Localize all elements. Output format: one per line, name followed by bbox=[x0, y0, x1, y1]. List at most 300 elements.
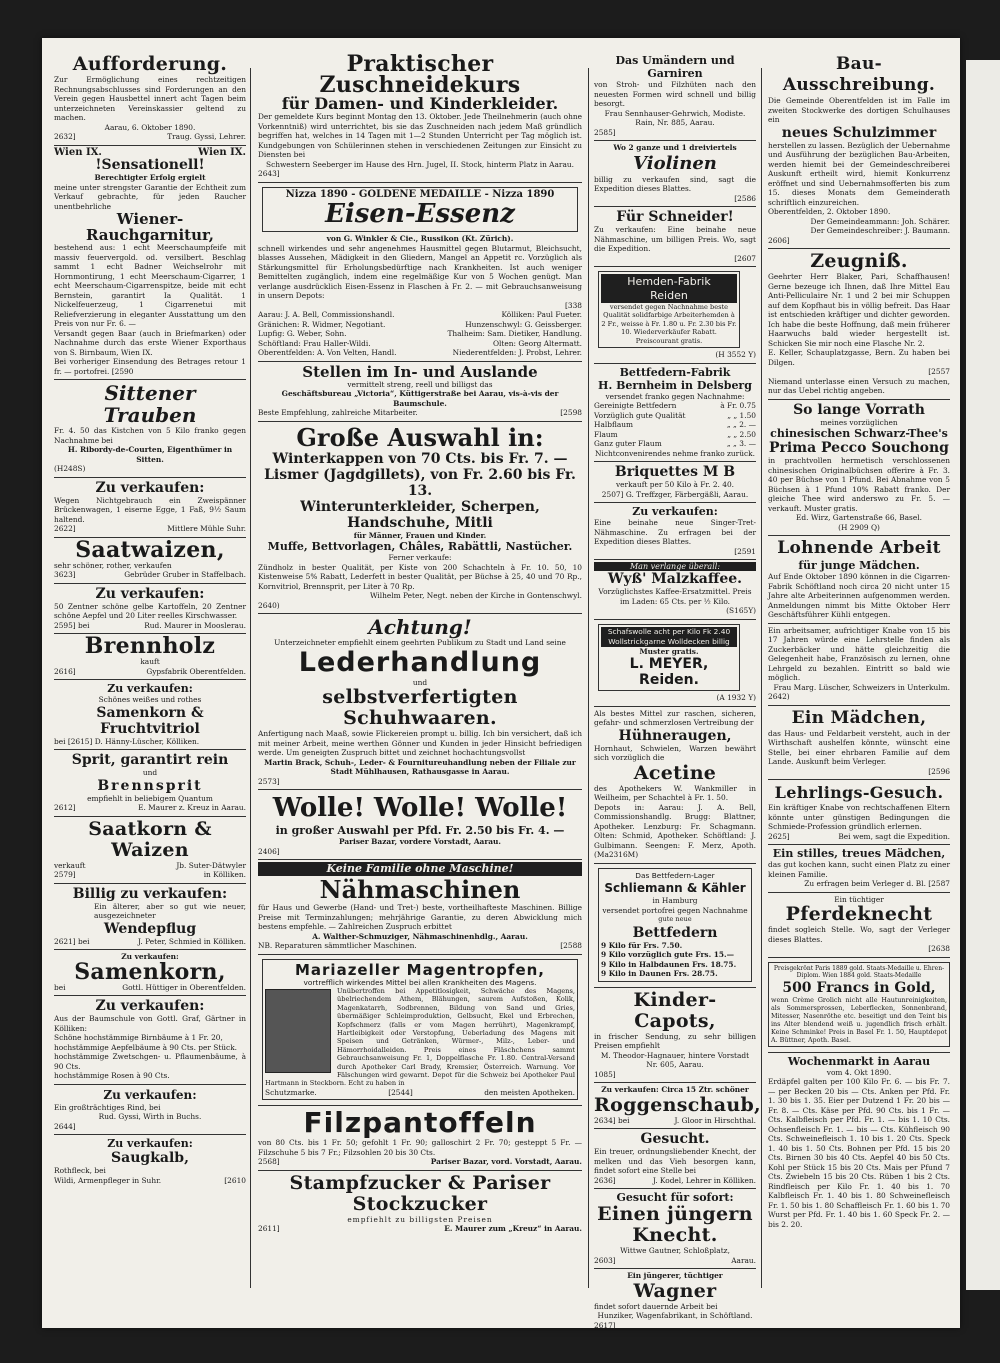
ad-seller: H. Bernheim in Delsberg bbox=[598, 378, 752, 392]
ad-title: Ein stilles, treues Mädchen, bbox=[772, 847, 946, 860]
ad-line: Wo 2 ganze und 1 dreiviertels bbox=[613, 143, 737, 152]
ad-body: in frischer Sendung, zu sehr billigen Preisen empfiehlt bbox=[594, 1031, 756, 1051]
ad-line: für Männer, Frauen und Kinder. bbox=[353, 530, 487, 540]
ad-footer: 2603] Aarau. bbox=[594, 1255, 756, 1265]
price-value: „ „ 2. — bbox=[726, 420, 756, 430]
ad-line: hochstämmige Zwetschgen- u. Pflaumenbäume, à 90 Cts. bbox=[54, 1052, 246, 1071]
ad-body: Ein kräftiger Knabe von rechtschaffenen Eltern könnte unter günstigen Bedingungen die Schmiede-Profession gründlich erlernen. bbox=[768, 803, 950, 831]
ad-ref: [338 bbox=[565, 300, 582, 310]
ad-singer bbox=[594, 503, 756, 560]
ad-sub: meines vorzüglichen bbox=[820, 417, 898, 427]
ad-title: Zu verkaufen: bbox=[107, 682, 193, 695]
ad-side-ref: (H 3552 Y) bbox=[715, 350, 756, 360]
ad-title: 500 Francs in Gold, bbox=[782, 979, 936, 996]
ad-seller: 2507] G. Treffzger, Färbergäßli, Aarau. bbox=[601, 489, 749, 499]
ad-gesucht-knecht bbox=[594, 1129, 756, 1189]
ad-muster: Muster gratis. bbox=[639, 646, 699, 656]
ad-date: Oberentfelden, 2. Oktober 1890. bbox=[768, 207, 891, 216]
ad-footer: 2636] J. Kodel, Lehrer in Kölliken. bbox=[594, 1175, 756, 1185]
ad-title: Saatkorn & Waizen bbox=[88, 817, 212, 861]
ad-samenkorn-vitriol bbox=[54, 680, 246, 750]
ad-body: Zu verkaufen: Eine beinahe neue Nähmaschine, um billigen Preis. Wo, sagt die Expedition. bbox=[594, 225, 756, 253]
price-row: 9 Kilo in Daunen Frs. 28.75. bbox=[601, 969, 718, 979]
ad-product: Acetine bbox=[633, 761, 717, 784]
depot-right: Hunzenschwyl: G. Geissberger. bbox=[465, 319, 582, 329]
ad-ref: [2557 bbox=[928, 367, 950, 376]
ad-product: neues Schulzimmer bbox=[781, 124, 937, 141]
ad-footer: 2612] E. Maurer z. Kreuz in Aarau. bbox=[54, 803, 246, 812]
ad-title: Pferdeknecht bbox=[785, 903, 933, 925]
ad-banner: Gesucht für sofort: bbox=[616, 1191, 734, 1205]
ad-ref: 2617] bbox=[594, 1320, 616, 1330]
ad-footer: bei Gottl. Hüttiger in Oberentfelden. bbox=[54, 982, 246, 992]
ad-roggenschaub bbox=[594, 1083, 761, 1129]
ad-body: Zur Ermöglichung eines rechtzeitigen Rechnungsabschlusses sind Forderungen an den Verein gegen Hausbettel innert acht Tagen beim unterzeichneten Vereinskassier geltend zu machen. bbox=[54, 75, 246, 122]
depot-row bbox=[258, 329, 582, 339]
ad-maker: des Apothekers W. Wankmiller in Weilheim, per Schachtel à Fr. 1. 50. bbox=[594, 783, 756, 803]
ad-body: Vorzüglichstes Kaffee-Ersatzmittel. Preis im Laden: 65 Cts. per ½ Kilo. bbox=[598, 587, 752, 606]
depot-left: Gränichen: R. Widmer, Negotiant. bbox=[258, 319, 386, 329]
ad-title: Zu verkaufen: bbox=[121, 952, 179, 961]
ad-note: Nichtconvenirendes nehme franko zurück. bbox=[595, 448, 755, 458]
ad-footer: 2632] Traug. Gyssi, Lehrer. bbox=[54, 132, 246, 141]
ad-sub: versendet portofrei gegen Nachnahme bbox=[602, 905, 748, 915]
ad-zeugnis bbox=[768, 249, 950, 400]
ad-acetine bbox=[594, 707, 756, 864]
ad-line: Winterunterkleider, Scherpen, Handschuhe, Mitli bbox=[300, 498, 540, 531]
depot-right: Kölliken: Paul Fueter. bbox=[501, 310, 582, 319]
ad-umaendern bbox=[594, 52, 756, 141]
ad-ref: Bei vorheriger Einsendung des Betrages retour 1 fr. — portofrei. [2590 bbox=[54, 357, 246, 376]
ad-product: Lederhandlung bbox=[298, 646, 542, 678]
ad-product: Brennsprit bbox=[97, 777, 203, 794]
ad-ref: 2640) bbox=[258, 600, 280, 610]
ad-body: das Haus- und Feldarbeit versteht, auch in der Wirthschaft aushelfen könnte, wünscht eine Stelle, bei einer ehrbaren Familie auf dem Lande. Auskunft beim Verleger. bbox=[768, 728, 950, 766]
ad-product: Wendepflug bbox=[103, 920, 197, 937]
ad-footer: 2621] bei J. Peter, Schmied in Kölliken. bbox=[54, 936, 246, 946]
depot-row bbox=[258, 310, 582, 320]
depot-row bbox=[258, 320, 582, 330]
ad-saatkorn bbox=[54, 817, 246, 884]
ad-body: empfiehlt zu billigsten Preisen bbox=[347, 1214, 493, 1224]
ad-body: findet sofort dauernde Arbeit bei bbox=[594, 1301, 718, 1311]
ad-title: Wyß' Malzkaffee. bbox=[607, 571, 743, 588]
ad-title: Eisen-Essenz bbox=[325, 199, 515, 229]
ad-title: Wochenmarkt in Aarau bbox=[787, 1054, 931, 1068]
product-image bbox=[265, 989, 331, 1073]
ad-body: Auf Ende Oktober 1890 können in die Cigarren-Fabrik Schöftland noch circa 20 nicht unter 15 Jahre alte Arbeiterinnen aufgenommen werden. Anmeldungen nimmt bis Mitte Oktober Herr Geschäftsführer Kühli entgegen. bbox=[768, 572, 950, 619]
ad-wochenmarkt bbox=[768, 1053, 950, 1233]
ad-ref: [2596 bbox=[928, 766, 950, 776]
column-1 bbox=[50, 52, 250, 1312]
ad-title: Kinder-Capots, bbox=[633, 988, 717, 1032]
next-page-edge bbox=[966, 60, 1000, 1290]
ad-title-2: Trauben bbox=[103, 403, 197, 427]
ad-date: Aarau, 6. Oktober 1890. bbox=[104, 122, 196, 132]
ad-body: von Stroh- und Filzhüten nach den neuesten Formen wird schnell und billig besorgt. bbox=[594, 80, 756, 108]
ad-line: hochstämmige Rosen à 90 Cts. bbox=[54, 1071, 170, 1080]
ad-title: Roggenschaub, bbox=[594, 1093, 761, 1116]
ad-line: Das Bettfedern-Lager bbox=[635, 870, 715, 880]
ad-footer: 2622] Mittlere Mühle Suhr. bbox=[54, 524, 246, 533]
price-row bbox=[594, 430, 756, 440]
ad-treues-maedchen bbox=[768, 845, 950, 893]
ad-bau-ausschreibung bbox=[768, 52, 950, 249]
column-rule bbox=[761, 68, 762, 1288]
ad-footer: 3623] Gebrüder Gruber in Staffelbach. bbox=[54, 570, 246, 579]
ad-seller: Wittwe Gautner, Schloßplatz, bbox=[620, 1246, 730, 1256]
ad-body: in prachtvollen hermetisch verschlossenen chinesischen Originalbüchsen offerire à Fr. 3. 40 per Büchse von 1 Pfund. Bei Abnahme von 5 Büchsen à 1 Pfund 10% Rabatt franko. Der gleiche Thee wird anderswo zu Fr. 5. — verkauft. Muster gratis. bbox=[768, 456, 950, 513]
column-2 bbox=[254, 52, 586, 1312]
ad-frame bbox=[262, 959, 578, 1101]
ad-line: verkauft Jb. Suter-Dätwyler bbox=[54, 860, 246, 870]
ad-body: Hornhaut, Schwielen, Warzen bewährt sich vorzüglich die bbox=[594, 743, 756, 763]
ad-stockzucker bbox=[258, 1171, 582, 1237]
ad-hemden bbox=[594, 267, 756, 364]
ad-side-ref: (A 1932 Y) bbox=[716, 693, 756, 703]
ad-ref: [2638 bbox=[928, 944, 950, 953]
ad-juengern-knecht bbox=[594, 1189, 756, 1269]
ad-body: für Haus und Gewerbe (Hand- und Tret-) beste, vortheilhafteste Maschinen. Billige Preise mit Terminzahlungen; mehrjährige Garantie, zu deren Abwicklung mich bestens empfehle. — Zahlreichen Zuspruch erbittet bbox=[258, 903, 582, 931]
ad-title: Gesucht. bbox=[640, 1131, 710, 1148]
ad-sub: versendet franko gegen Nachnahme: bbox=[605, 391, 745, 401]
ad-signer-2: Der Gemeindeschreiber: J. Baumann. bbox=[810, 226, 950, 235]
ad-title: Sittener bbox=[104, 381, 196, 405]
ad-rest: herstellen zu lassen. Bezüglich der Uebernahme und Ausführung der bezüglichen Bau-Arbeiten, werden hiemit bei der Gemeindeschreiberei Auskunft ertheilt wird, hiemit Konkurrenz eröffnet und sind Uebernahmsofferten bis zum 15. dieses Monats dem Gemeinderath schriftlich einzureichen. bbox=[768, 140, 950, 207]
ad-brennholz bbox=[54, 634, 246, 680]
ad-product-2: Prima Pecco Souchong bbox=[769, 440, 949, 456]
ad-maedchen bbox=[768, 706, 950, 781]
price-label: Vorzüglich gute Qualität bbox=[594, 410, 686, 420]
ad-intro: Aus der Baumschule von Gottl. Graf, Gärtner in Kölliken: bbox=[54, 1014, 246, 1033]
ad-creme-grolich bbox=[768, 958, 950, 1053]
ad-violinen bbox=[594, 141, 756, 207]
ad-ref: 1085] bbox=[594, 1069, 616, 1079]
column-rule bbox=[588, 68, 589, 1288]
ad-title: Einen jüngern Knecht. bbox=[597, 1203, 753, 1247]
ad-title: So lange Vorrath bbox=[793, 401, 925, 418]
ad-lohnende-arbeit bbox=[768, 536, 950, 624]
ad-product: Samenkorn, bbox=[74, 958, 226, 985]
ad-head: Preisgekrönt Paris 1889 gold. Staats-Medaille u. Ehren-Diplom. Wien 1884 gold. Staats-Medaille bbox=[773, 964, 945, 979]
ad-ref: 2606] bbox=[768, 235, 790, 245]
depot-row bbox=[258, 339, 582, 349]
ad-product: Saugkalb, bbox=[111, 1150, 189, 1166]
ad-title: Lohnende Arbeit bbox=[777, 538, 941, 558]
ad-line: Muffe, Bettvorlagen, Châles, Rabättli, Nastücher. bbox=[267, 540, 573, 553]
ad-saatwaizen bbox=[54, 538, 246, 584]
ad-und: und bbox=[142, 768, 158, 777]
ad-wendepflug bbox=[54, 884, 246, 951]
price-value: „ „ 2.50 bbox=[727, 429, 756, 439]
ad-saugkalb bbox=[54, 1135, 246, 1188]
ad-body: das gut kochen kann, sucht einen Platz zu einer kleinen Familie. bbox=[768, 860, 950, 879]
ad-seller: H. Ribordy-de-Courten, Eigenthümer in Sitten. bbox=[67, 445, 233, 464]
ad-body: versendet gegen Nachnahme beste Qualität solidfarbige Arbeiterhemden à 2 Fr., weisse à Fr. 1.80 u. Fr. 2.30 bis Fr. 10. Wiederverkäufer Rabatt. Preiscourant gratis. bbox=[601, 303, 737, 345]
ad-sub: Ferner verkaufe: bbox=[388, 553, 452, 562]
ad-ref: 2585] bbox=[594, 127, 616, 137]
ad-footer: Schutzmarke. [2544] den meisten Apotheken. bbox=[265, 1087, 575, 1097]
price-value: „ „ 1.50 bbox=[727, 410, 756, 420]
ad-footer: 2611] E. Maurer zum „Kreuz“ in Aarau. bbox=[258, 1224, 582, 1234]
ad-title: Stampfzucker & Pariser Stockzucker bbox=[289, 1171, 551, 1215]
ad-line: Lismer (Jagdgillets), von Fr. 2.60 bis Fr. 13. bbox=[264, 466, 576, 499]
ad-body: Der gemeldete Kurs beginnt Montag den 13. Oktober. Jede Theilnehmerin (auch ohne Vorkenntniß) wird unterrichtet, bis sie das Zuschneiden nach jedem Maß gründlich begriffen hat, welches in 14 Tagen mit 1—2 Stunden Unterricht per Tag möglich ist. Kundgebungen von Schülerinnen stehen in verschiedenen Zeitungen zur Einsicht zu Diensten bei bbox=[258, 112, 582, 159]
ad-body: wenn Crème Grolich nicht alle Hautunreinigkeiten, als Sommersprossen, Leberflecken, Sonnenbrand, Mitesser, Nasenröthe etc. beseitigt und den Teint bis ins Alter blendend weiß u. jugendlich frisch erhält. Keine Schminke! Preis in Basel Fr. 1. 50, Hauptdepot A. Büttner, Apoth. Basel. bbox=[771, 995, 947, 1044]
ad-title: Lehrlings-Gesuch. bbox=[774, 783, 944, 802]
ad-intro: Unterzeichneter empfiehlt einem geehrten Publikum zu Stadt und Land seine bbox=[274, 638, 566, 647]
ad-bettfedern-fabrik bbox=[594, 364, 756, 463]
ad-seller: Pariser Bazar, vordere Vorstadt, Aarau. bbox=[339, 837, 501, 846]
ad-title: Filzpantoffeln bbox=[303, 1106, 537, 1140]
ad-intro: Als bestes Mittel zur raschen, sicheren, gefahr- und schmerzlosen Vertreibung der bbox=[594, 708, 756, 728]
ad-und: und bbox=[412, 677, 428, 687]
ad-header: Wien IX. Wien IX. bbox=[54, 146, 246, 158]
ad-sprit bbox=[54, 750, 246, 817]
ad-eisen-essenz bbox=[258, 183, 582, 362]
price-label: Gereinigte Bettfedern bbox=[594, 401, 677, 411]
ad-seller: L. MEYER, Reiden. bbox=[629, 656, 709, 689]
ad-footer: 2625] Bei wem, sagt die Expedition. bbox=[768, 831, 950, 841]
ad-banner: Keine Familie ohne Maschine! bbox=[258, 862, 582, 876]
ad-wien bbox=[54, 146, 246, 381]
price-value: à Fr. 0.75 bbox=[720, 401, 756, 411]
column-3 bbox=[590, 52, 761, 1330]
ad-subtitle: Berechtigter Erfolg ergielt bbox=[94, 173, 206, 182]
ad-line: Ein jüngerer, tüchtiger bbox=[627, 1271, 723, 1281]
ad-signer: Wilhelm Peter, Negt. neben der Kirche in Gontenschwyl. bbox=[369, 591, 582, 600]
depot-right: Olten: Georg Altermatt. bbox=[493, 338, 582, 348]
depot-left: Lupfig: G. Weber, Sohn. bbox=[258, 329, 347, 338]
ad-subtitle: vortrefflich wirkendes Mittel bei allen Krankheiten des Magens. bbox=[303, 977, 537, 987]
ad-body: findet sogleich Stelle. Wo, sagt der Verleger dieses Blattes. bbox=[768, 925, 950, 944]
ad-ref: 2406] bbox=[258, 846, 280, 856]
ad-maker: von G. Winkler & Cie., Russikon (Kt. Zürich). bbox=[326, 234, 514, 243]
ad-signer: Frau Sennhauser-Gehrwich, Modiste. Rain, Nr. 885, Aarau. bbox=[604, 108, 746, 127]
ad-product: Wiener-Rauchgarnitur, bbox=[85, 210, 215, 244]
ad-body: Geehrter Herr Blaker, Pari, Schaffhausen! Gerne bezeuge ich Ihnen, daß Ihre Mittel Eau Anti-Pelliculaire Nr. 1 und 2 bei mir Schuppen auf dem Kopfhaut bis in völlig befreit. Das Haar ist entschieden kräftiger und dichter geworden. Ich habe die beste Hoffnung, daß mein früherer Haarwuchs bald wieder hergestellt ist. Schicken Sie mir noch eine Flasche Nr. 2. bbox=[768, 272, 950, 348]
ad-product: Bettfedern bbox=[632, 924, 718, 941]
ad-title: Wagner bbox=[633, 1279, 717, 1302]
price-row bbox=[594, 411, 756, 421]
ad-body: sehr schöner, rother, verkaufen bbox=[54, 560, 172, 570]
ad-lehrstelle bbox=[768, 624, 950, 706]
depot-right: Thalheim: Sam. Dietiker, Handlung. bbox=[447, 329, 582, 338]
ad-title: Aufforderung. bbox=[72, 53, 228, 75]
depot-right: Niederentfelden: J. Probst, Lehrer. bbox=[452, 348, 582, 357]
ad-filzpantoffeln bbox=[258, 1106, 582, 1171]
ad-ref: Zu erfragen beim Verleger d. Bl. [2587 bbox=[804, 879, 950, 888]
ad-body: Ein treuer, ordnungsliebender Knecht, der melken und das Vieh besorgen kann, findet sofort eine Stelle bei bbox=[594, 1147, 756, 1176]
ad-sub: Schönes weißes und rothes bbox=[98, 695, 202, 704]
ad-footer: 2579] in Kölliken. bbox=[54, 870, 246, 879]
ad-frame bbox=[768, 962, 950, 1047]
ad-line: Wollstrickgarne Wolldecken billig bbox=[601, 637, 737, 647]
ad-frame bbox=[598, 271, 740, 348]
ad-seller: Rud. Gyssi, Wirth in Buchs. bbox=[98, 1112, 202, 1121]
column-rule bbox=[250, 68, 251, 1288]
depot-left: Oberentfelden: A. Von Velten, Handl. bbox=[258, 348, 397, 357]
ad-place: Reiden bbox=[601, 289, 737, 303]
price-row: 9 Kilo für Frs. 7.50. bbox=[601, 940, 683, 950]
ad-body: Ein großträchtiges Rind, bei bbox=[54, 1102, 161, 1112]
ad-body: 50 Zentner schöne gelbe Kartoffeln, 20 Zentner schöne Aepfel und 20 Liter reelles Kirschwasser. bbox=[54, 601, 246, 620]
ad-thee bbox=[768, 400, 950, 537]
ad-sensation: !Sensationell! bbox=[95, 157, 205, 173]
ad-line: Schöne hochstämmige Birnbäume à 1 Fr. 20, bbox=[54, 1033, 223, 1042]
ad-body: von 80 Cts. bis 1 Fr. 50; gefohlt 1 Fr. 90; galloschirt 2 Fr. 70; gesteppt 5 Fr. — Filzschuhe 5 bis 7 Fr.; Filzsohlen 20 bis 30 Cts. bbox=[258, 1138, 582, 1157]
ad-meyer-wolle bbox=[594, 620, 756, 707]
depot-row bbox=[258, 348, 582, 358]
ad-auswahl bbox=[258, 422, 582, 615]
price-value: „ „ 3. — bbox=[726, 439, 756, 449]
ad-title: Zu verkaufen: bbox=[103, 1087, 197, 1102]
ad-lehrlings-gesuch bbox=[768, 780, 950, 845]
ad-banner: Man verlange überall: bbox=[594, 562, 756, 571]
ad-footer: 2568] Pariser Bazar, vord. Vorstadt, Aarau. bbox=[258, 1157, 582, 1167]
ad-signer: Schwestern Seeberger im Hause des Hrn. Jugel, II. Stock, hinterm Platz in Aarau. bbox=[266, 159, 574, 169]
ad-title: Briquettes M B bbox=[614, 464, 736, 481]
ad-sub: kauft bbox=[140, 657, 160, 666]
newspaper-page bbox=[42, 38, 960, 1328]
ad-body: Wegen Nichtgebrauch ein Zweispänner Brückenwagen, 1 eiserne Egge, 1 Faß, 9½ Saum haltend. bbox=[54, 495, 246, 524]
price-label: Flaum bbox=[594, 429, 618, 439]
ad-body: Die Gemeinde Oberentfelden ist im Falle im zweiten Stockwerke des dortigen Schulhauses ein bbox=[768, 96, 950, 124]
ad-frame bbox=[598, 868, 752, 982]
ad-body: Anfertigung nach Maaß, sowie Flickereien prompt u. billig. Ich bin versichert, daß ich mit meiner Arbeit, meine werthen Gönner und Kunden in jeder Hinsicht befriedigen werde. Um geneigten Zuspruch bittet und zeichnet hochachtungsvollst bbox=[258, 729, 582, 757]
ad-footer: Versandt gegen Baar (auch in Briefmarken) oder Nachnahme durch das erste Wiener Exporthaus von S. Birnbaum, Wien IX. bbox=[54, 328, 246, 357]
ad-medal: Nizza 1890 - GOLDENE MEDAILLE - Nizza 1890 bbox=[285, 188, 555, 200]
ad-title: Zu verkaufen: bbox=[95, 479, 205, 496]
ad-zuschneidekurs bbox=[258, 52, 582, 183]
ad-naehmaschinen bbox=[258, 860, 582, 955]
ad-line: hochstämmige Aepfelbäume à 90 Cts. per Stück. bbox=[54, 1042, 238, 1052]
ad-place: in Hamburg bbox=[652, 896, 698, 906]
price-row: 9 Kilo vorzüglich gute Frs. 15.— bbox=[601, 950, 734, 960]
ad-seller: Hunziker, Wagenfabrikant, in Schöftland. bbox=[597, 1311, 753, 1321]
ad-verkaufen-wagen bbox=[54, 478, 246, 538]
ad-body: Ein arbeitsamer, aufrichtiger Knabe von 15 bis 17 Jahren würde eine Lehrstelle finden als Zuckerbäcker und hätte gleichzeitig die Gelegenheit habe, Französisch zu lernen, ohne Lehrgeld zu bezahlen. Eintritt so bald wie möglich. bbox=[768, 625, 950, 682]
ad-footer: Wildi, Armenpfleger in Suhr. [2610 bbox=[54, 1175, 246, 1185]
price-row bbox=[594, 439, 756, 449]
ad-line: Winterkappen von 70 Cts. bis Fr. 7. — bbox=[272, 450, 568, 467]
price-label: Halbflaum bbox=[594, 420, 634, 430]
ad-body: meine unter strengster Garantie der Echtheit zum Verkauf gebrachte, für jeden Raucher unentbehrliche bbox=[54, 182, 246, 211]
ad-title: Billig zu verkaufen: bbox=[72, 885, 228, 902]
ad-subtitle: für Damen- und Kinderkleider. bbox=[281, 94, 559, 113]
ad-briquettes bbox=[594, 462, 756, 503]
ad-pferdeknecht bbox=[768, 893, 950, 958]
ad-body: verkauft per 50 Kilo à Fr. 2. 40. bbox=[615, 480, 735, 490]
ad-ref: (H 2909 Q) bbox=[838, 522, 880, 532]
ad-ref: 2573] bbox=[258, 776, 280, 786]
ad-ref: 2644] bbox=[54, 1121, 76, 1131]
ad-sittener bbox=[54, 380, 246, 478]
ad-body: Unübertroffen bei Appetitlosigkeit, Schwäche des Magens, übelriechendem Athem, Blähungen, saurem Aufstoßen, Kolik, Magenkatarrh, Sodbrennen, Bildung von Sand und Gries, übermäßiger Schleimproduktion, Gelbsucht, Ekel und Erbrechen, Kopfschmerz (falls er vom Magen herrührt), Magenkrampf, Hartleibigkeit oder Verstopfung, Ueberladung des Magens mit Speisen und Getränken, Würmer-, Milz-, Leber- und Hämorrhoidalleiden. Preis eines Fläschchens sammt Gebrauchsanweisung Fr. 1, Doppelflasche Fr. 1.80. Central-Versand durch Apotheker Carl Brady, Kremsier, Österreich. Warnung. Vor Fälschungen wird gewarnt. Depot für die Schweiz bei Apotheker Paul Hartmann in Steckborn. Echt zu haben in bbox=[265, 987, 575, 1088]
ad-footer: Beste Empfehlung, zahlreiche Mitarbeiter. [2598 bbox=[258, 408, 582, 417]
ad-ref: (H248S) bbox=[54, 464, 86, 473]
ad-title: Nähmaschinen bbox=[319, 875, 521, 904]
price-list bbox=[601, 941, 749, 979]
ad-product: Samenkorn & Fruchtvitriol bbox=[96, 704, 204, 737]
ad-wolle bbox=[258, 790, 582, 860]
ad-footer: 2595] bei Rud. Maurer in Mooslerau. bbox=[54, 620, 246, 630]
ad-seller: M. Theodor-Hagnauer, hintere Vorstadt Nr. 605, Aarau. bbox=[600, 1050, 750, 1070]
ad-title: Bau-Ausschreibung. bbox=[782, 54, 936, 95]
ad-signer: Martin Brack, Schuh-, Leder- & Fournitureuhandlung neben der Filiale zur Stadt Mühlhausen, Rathausgasse in Aarau. bbox=[264, 757, 576, 776]
depot-list bbox=[258, 310, 582, 358]
ad-body: Geschäftsbureau „Victoria“, Küttigerstraße bei Aarau, vis-à-vis der Baumschule. bbox=[281, 389, 559, 408]
ad-footer: 2616] Gypsfabrik Oberentfelden. bbox=[54, 666, 246, 676]
ad-seller: A. Walther-Schmuziger, Nähmaschinenhdlg., Aarau. bbox=[312, 931, 528, 941]
ad-schliemann bbox=[594, 864, 756, 988]
ad-title: Ein Mädchen, bbox=[791, 707, 927, 728]
ad-body: schnell wirkendes und sehr angenehmes Hausmittel gegen Blutarmut, Bleichsucht, blasses Aussehen, Mädigkeit in den Gliedern, Mangel an Appetit rc. Vorzüglich als Stärkungsmittel für Erholungsbedürftige nach Krankheiten. Ist auch weniger Bemittelten zugänglich, indem eine regelmäßige Kur von 5 Wochen genügt. Man verlange ausdrücklich Eisen-Essenz in Flaschen à Fr. 2. — mit Gebrauchsanweisung in unsern Depots: bbox=[258, 243, 582, 300]
ad-title: Zu verkaufen: bbox=[107, 1137, 193, 1150]
ad-product: chinesischen Schwarz-Thee's bbox=[770, 427, 948, 440]
ad-aufforderung bbox=[54, 52, 246, 146]
ad-baeume bbox=[54, 996, 246, 1085]
ad-body: Zündholz in bester Qualität, per Kiste von 200 Schachteln à Fr. 10. 50, 10 Kistenweise 5% Rabatt, Lederfett in bester Qualität, per Büchse à 25, 40 und 70 Rp., Kornvitriol, Brennsprit, per Liter à 70 Rp. bbox=[258, 562, 582, 591]
ad-title: Mariazeller Magentropfen, bbox=[294, 960, 545, 979]
ad-ref: [2586 bbox=[734, 193, 756, 203]
ad-signer: Der Gemeindeammann: Joh. Schärer. bbox=[810, 216, 950, 226]
ad-title: Violinen bbox=[633, 152, 717, 174]
ad-title: Zu verkaufen: bbox=[95, 585, 205, 602]
ad-ref: [2591 bbox=[734, 546, 756, 556]
ad-stellen bbox=[258, 362, 582, 422]
ad-seller: Frau Marg. Lüscher, Schweizers in Unterkulm. bbox=[773, 682, 950, 692]
ad-title: Wolle! Wolle! Wolle! bbox=[272, 793, 568, 823]
ad-body: Rothfleck, bei bbox=[54, 1166, 106, 1175]
ad-ref: 2643] bbox=[258, 169, 280, 178]
ad-product-2: selbstverfertigten Schuhwaaren. bbox=[322, 686, 518, 729]
ad-frame bbox=[262, 187, 578, 233]
ad-note: Niemand unterlasse einen Versuch zu machen, nur das Uebel richtig angeben. bbox=[768, 376, 950, 395]
ad-ref: bei [2615] D. Hänny-Lüscher, Kölliken. bbox=[54, 736, 200, 746]
ad-body: Erdäpfel galten per 100 Kilo Fr. 6. — bis Fr. 7. — per Becken 20 bis — Cts. Anken per Pfd. Fr. 1. 30 bis 1. 35. Eier per Dutzend 1 Fr. 20 bis — Fr. 8. — Cts. Käse per Pfd. 90 Cts. bis 1 Fr. — Cts. Kalbfleisch per Pfd. Fr. 1. — bis 1. 10 Cts. Ochsenfleisch Fr. 1. — bis — Cts. Kühfleisch 90 Cts. Schweinefleisch 1. 10 bis 1. 20 Cts. Speck 1. 40 bis 1. 50 Cts. Bohnen per Pfd. 15 bis 20 Cts. Birnen 30 bis 40 Cts. Aepfel 40 bis 50 Cts. Kohl per Stück 15 bis 20 Cts. Mais per Pfund 7 Cts. Zwiebeln 15 bis 20 Cts. Rüben 1 bis 2 Cts. Rindfleisch per Kilo Fr. 1. 40 bis 1. 70 Kalbfleisch Fr. 1. 40 bis 1. 80 Schweinefleisch Fr. 1. 50 bis 1. 80 Schaffleisch Fr. 1. 60 bis 1. 70 Wurst per Pfd. Fr. 1. 40 bis 1. 60 Speck Fr. 2. — bis 2. 20. bbox=[768, 1077, 950, 1229]
ad-title: Saatwaizen, bbox=[75, 536, 225, 563]
ad-title: Stellen im In- und Auslande bbox=[302, 362, 538, 381]
ad-footer: NB. Reparaturen sämmtlicher Maschinen. [2588 bbox=[258, 941, 582, 950]
ad-mariazeller bbox=[258, 955, 582, 1107]
ad-samenkorn bbox=[54, 950, 246, 996]
ad-kinder-capots bbox=[594, 988, 756, 1084]
ad-title: Sprit, garantirt rein bbox=[71, 752, 229, 768]
ad-title: Schliemann & Kähler bbox=[604, 881, 746, 896]
price-row bbox=[594, 401, 756, 411]
price-list bbox=[594, 401, 756, 449]
ad-lederhandlung bbox=[258, 614, 582, 790]
ad-gute: gute neue bbox=[658, 915, 692, 924]
ad-sub: vermittelt streng, reell und billigst das bbox=[347, 379, 493, 389]
ad-title: Praktischer Zuschneidekurs bbox=[319, 51, 521, 98]
ad-seller: Ed. Wirz, Gartenstraße 66, Basel. bbox=[796, 513, 922, 522]
ad-body: Fr. 4. 50 das Kistchen von 5 Kilo franko gegen Nachnahme bei bbox=[54, 426, 246, 445]
ad-title: Große Auswahl in: bbox=[296, 422, 544, 452]
ad-list: bestehend aus: 1 echt Meerschaumpfeife mit massiv feuervergold. od. versilbert. Beschlag sammt 1 echt Badner Weichselrohr mit Hornmontirung, 1 echt Meerschaum-Cigarrer, 1 echt Meerschaum-Cigarrenspitze, beide mit echt Bernstein, garantirt Ia Qualität. 1 Nickelfeuerzeug, 1 Cigarrenetui mit Reliefverzierung in eleganter Ausstattung um den Preis von nur Fr. 6. — bbox=[54, 243, 246, 328]
price-row bbox=[594, 420, 756, 430]
column-4 bbox=[764, 52, 954, 1312]
ad-signer: E. Keller, Schauplatzgasse, Bern. Zu haben bei Dilgen. bbox=[768, 348, 950, 367]
ad-title: Brennholz bbox=[84, 633, 216, 659]
ad-wagner bbox=[594, 1269, 756, 1333]
ad-ref: [2607 bbox=[734, 253, 756, 263]
ad-title: Hühneraugen, bbox=[618, 727, 732, 744]
ad-title: Bettfedern-Fabrik bbox=[619, 365, 731, 379]
ad-body: Ein älterer, aber so gut wie neuer, ausgezeichneter bbox=[94, 901, 246, 920]
ad-title: Achtung! bbox=[368, 615, 472, 639]
